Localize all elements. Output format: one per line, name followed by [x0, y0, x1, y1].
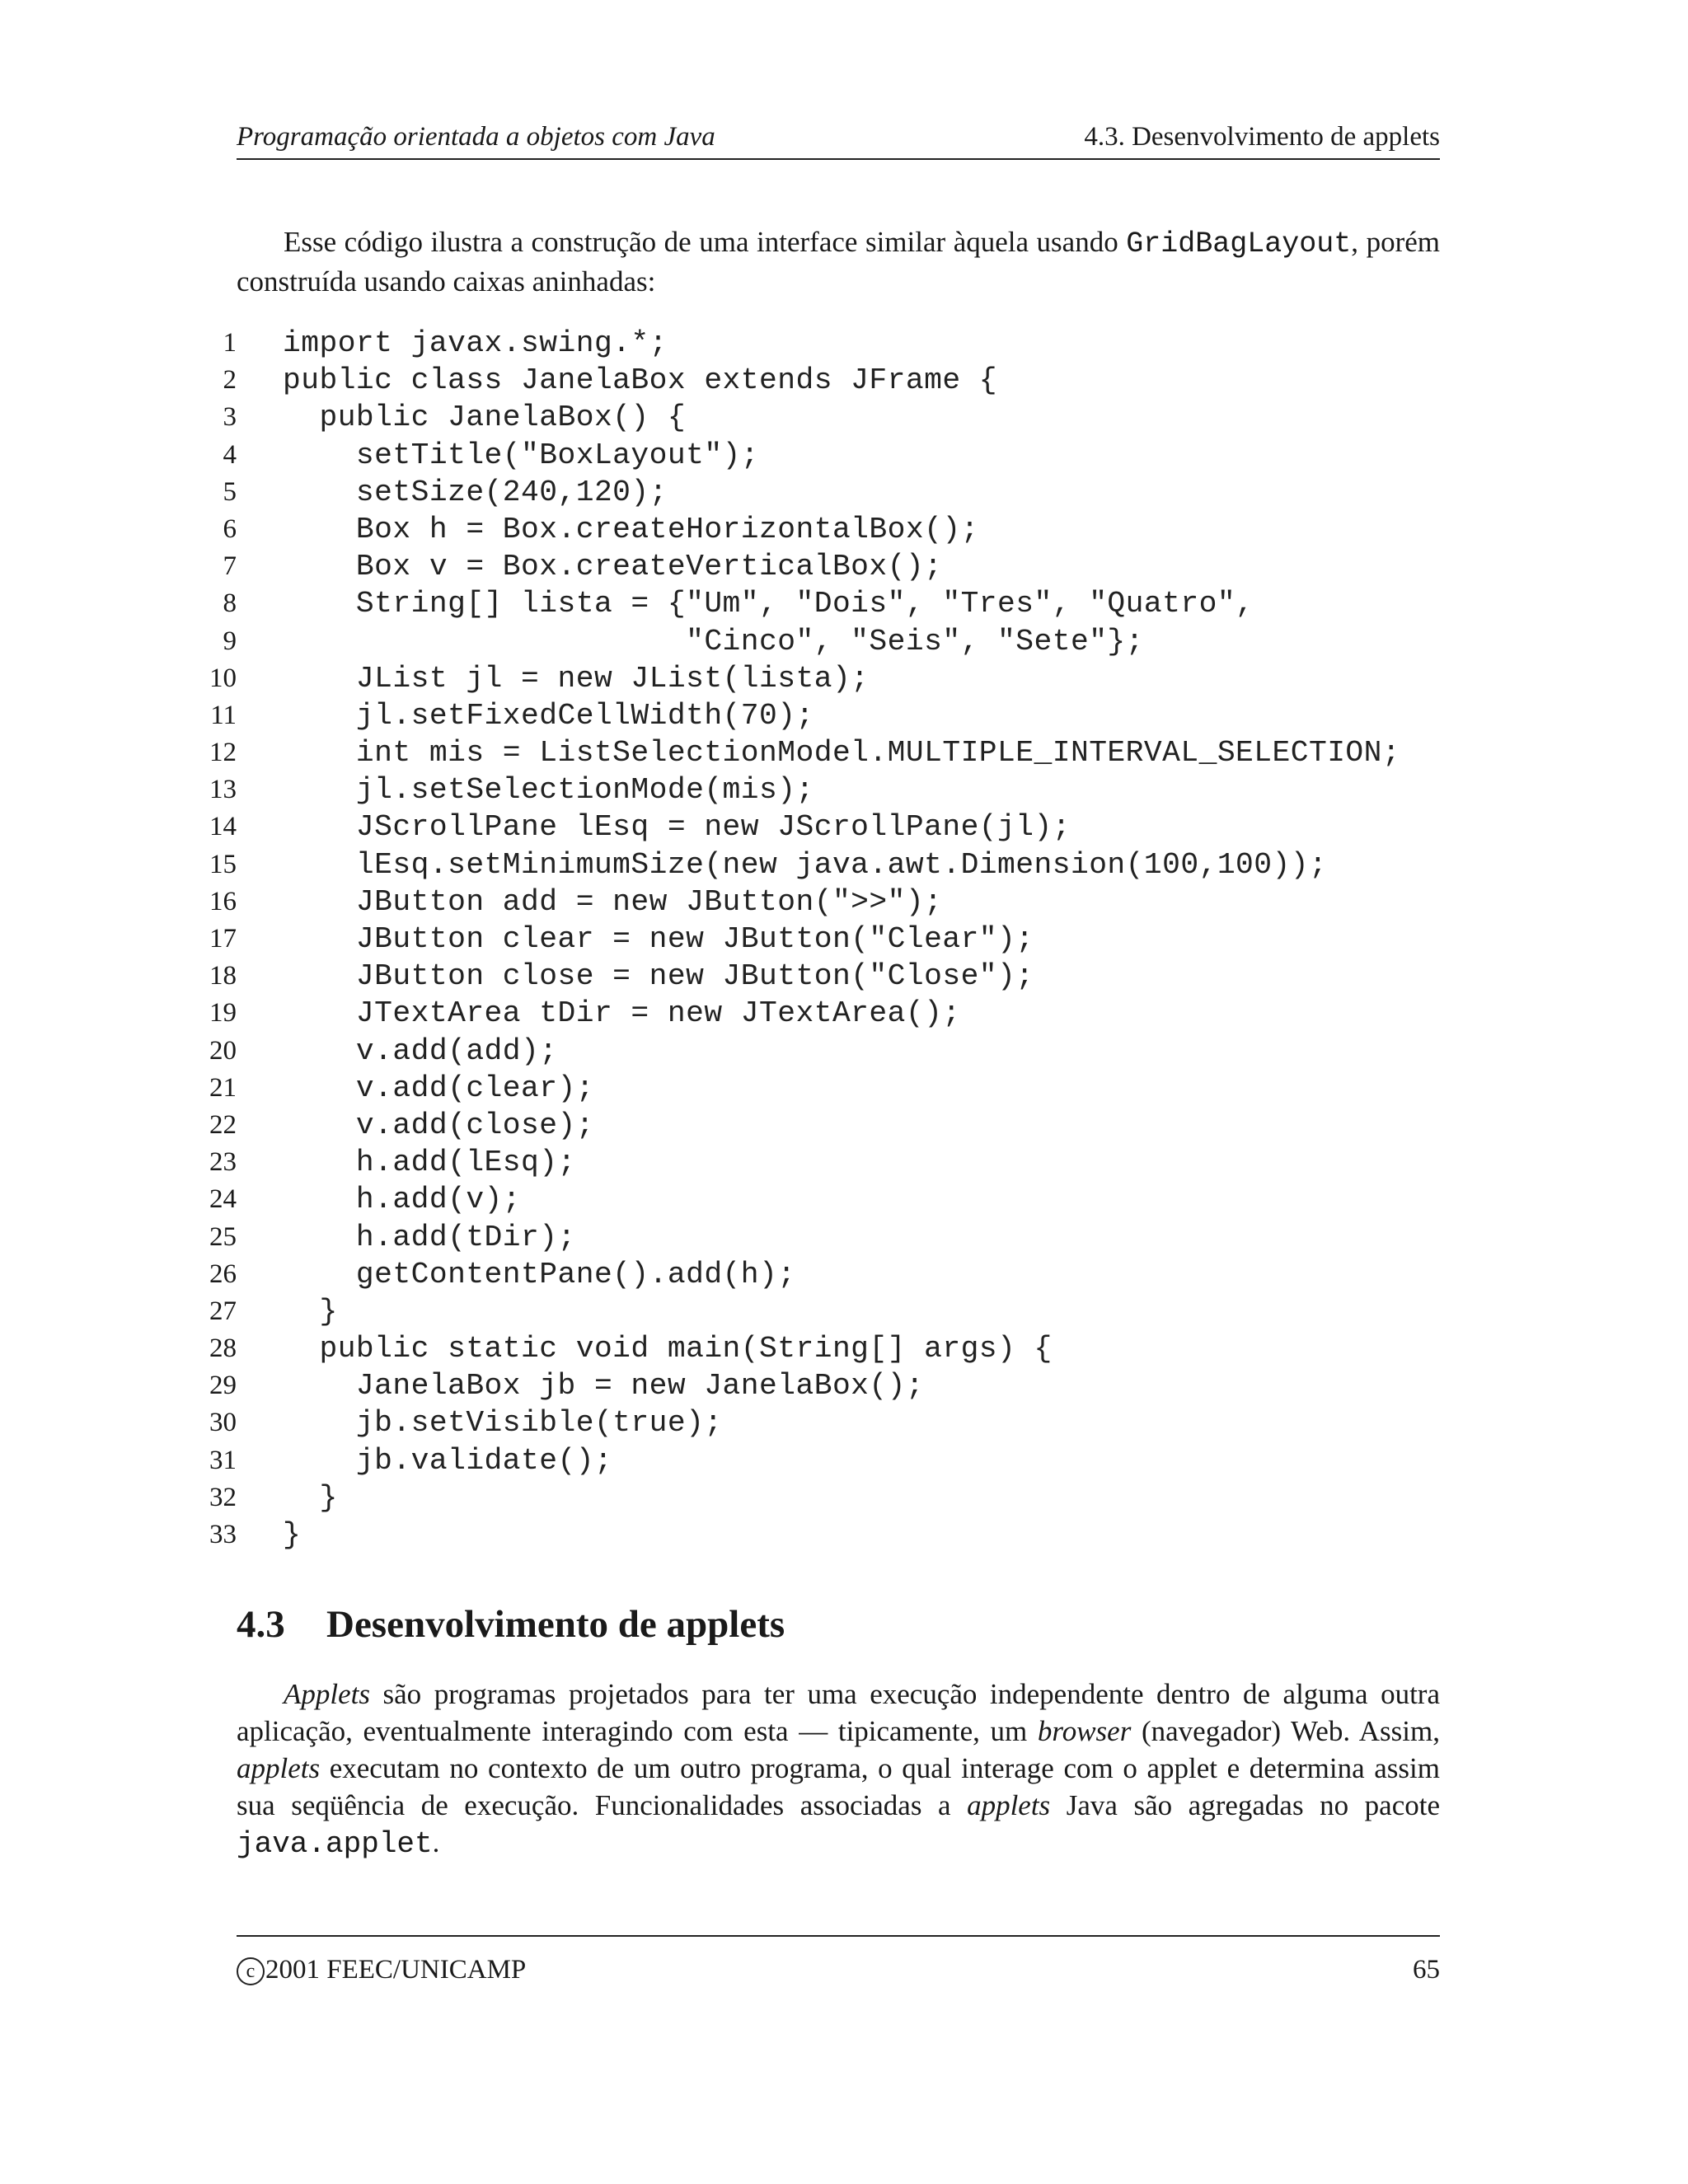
code-text: JTextArea tDir = new JTextArea(); — [283, 996, 961, 1031]
code-text: lEsq.setMinimumSize(new java.awt.Dimension(100,100)); — [283, 847, 1328, 882]
code-text: jb.setVisible(true); — [283, 1406, 723, 1441]
code-line — [202, 1256, 1471, 1293]
code-text: public class JanelaBox extends JFrame { — [283, 363, 998, 398]
line-number: 6 — [223, 513, 237, 544]
term-applets: applets — [237, 1752, 321, 1784]
code-text: } — [283, 1294, 338, 1329]
line-number: 27 — [209, 1296, 237, 1326]
line-number: 25 — [209, 1221, 237, 1252]
code-line — [202, 511, 1471, 548]
code-line — [202, 399, 1471, 436]
code-line — [202, 1479, 1471, 1516]
code-text: JButton add = new JButton(">>"); — [283, 884, 943, 919]
line-number: 7 — [223, 551, 237, 582]
code-line — [202, 1070, 1471, 1107]
line-number: 19 — [209, 998, 237, 1029]
code-text: } — [283, 1518, 302, 1552]
line-number: 2 — [223, 365, 237, 396]
code-text: setTitle("BoxLayout"); — [283, 438, 760, 472]
line-number: 29 — [209, 1371, 237, 1401]
page-number: 65 — [1413, 1955, 1440, 1985]
code-line — [202, 623, 1471, 660]
code-line — [202, 883, 1471, 921]
section-number: 4.3 — [237, 1603, 285, 1646]
code-text: JButton clear = new JButton("Clear"); — [283, 922, 1034, 956]
line-number: 9 — [223, 626, 237, 656]
code-text: v.add(add); — [283, 1033, 558, 1068]
line-number: 3 — [223, 402, 237, 433]
term-applets: Applets — [284, 1678, 370, 1710]
code-line — [202, 437, 1471, 474]
copyright-icon: c — [237, 1957, 265, 1985]
code-text: JScrollPane lEsq = new JScrollPane(jl); — [283, 810, 1071, 845]
code-line — [202, 1442, 1471, 1479]
code-text: getContentPane().add(h); — [283, 1257, 796, 1291]
footer-copyright — [237, 1955, 526, 1985]
code-line — [202, 995, 1471, 1032]
code-line — [202, 1144, 1471, 1181]
code-line — [202, 921, 1471, 958]
term-applets: applets — [967, 1789, 1051, 1821]
code-text: JanelaBox jb = new JanelaBox(); — [283, 1369, 925, 1404]
code-package: java.applet — [237, 1827, 433, 1861]
line-number: 31 — [209, 1445, 237, 1475]
code-line — [202, 1516, 1471, 1554]
line-number: 10 — [209, 663, 237, 693]
intro-code-term: GridBagLayout — [1126, 227, 1352, 260]
code-line — [202, 1330, 1471, 1367]
code-text: public static void main(String[] args) { — [283, 1332, 1053, 1366]
line-number: 16 — [209, 886, 237, 916]
code-line — [202, 1404, 1471, 1441]
line-number: 14 — [209, 812, 237, 842]
code-text: jb.validate(); — [283, 1443, 613, 1478]
code-text: } — [283, 1480, 338, 1515]
code-text: "Cinco", "Seis", "Sete"}; — [283, 624, 1144, 658]
line-number: 11 — [210, 700, 237, 730]
section-heading — [237, 1602, 785, 1647]
line-number: 1 — [223, 328, 237, 358]
page-footer — [237, 1935, 1440, 1985]
code-text: h.add(tDir); — [283, 1220, 576, 1254]
code-text: JButton close = new JButton("Close"); — [283, 959, 1034, 994]
body-text: (navegador) Web. Assim, — [1131, 1715, 1440, 1747]
body-text: executam no contexto de um outro programa, o qual interage com o applet e determina assim sua seqüência de execução. Funcionalidades associadas a — [237, 1752, 1440, 1821]
code-line — [202, 1219, 1471, 1256]
code-line — [202, 734, 1471, 771]
line-number: 20 — [209, 1035, 237, 1066]
code-text: int mis = ListSelectionModel.MULTIPLE_INTERVAL_SELECTION; — [283, 736, 1401, 771]
code-text: h.add(lEsq); — [283, 1146, 576, 1180]
code-line — [202, 958, 1471, 995]
code-line — [202, 548, 1471, 585]
footer-copyright-text: 2001 FEEC/UNICAMP — [265, 1955, 527, 1985]
code-line — [202, 1033, 1471, 1070]
code-text: Box h = Box.createHorizontalBox(); — [283, 512, 979, 546]
body-text: . — [432, 1826, 440, 1858]
code-text: Box v = Box.createVerticalBox(); — [283, 550, 943, 584]
intro-paragraph — [237, 223, 1440, 300]
line-number: 33 — [209, 1520, 237, 1549]
code-text: jl.setFixedCellWidth(70); — [283, 698, 814, 733]
code-line — [202, 1107, 1471, 1144]
code-line — [202, 697, 1471, 734]
code-text: String[] lista = {"Um", "Dois", "Tres", "Quatro", — [283, 587, 1254, 621]
line-number: 8 — [223, 588, 237, 619]
code-text: public JanelaBox() { — [283, 401, 687, 435]
intro-text-after: , porém construída usando caixas aninhadas: — [237, 226, 1440, 298]
code-text: setSize(240,120); — [283, 475, 668, 509]
term-browser: browser — [1037, 1715, 1132, 1747]
code-line — [202, 846, 1471, 883]
header-book-title: Programação orientada a objetos com Java — [237, 122, 715, 152]
running-header — [237, 122, 1440, 160]
line-number: 28 — [209, 1333, 237, 1364]
line-number: 30 — [209, 1408, 237, 1438]
header-section-title: 4.3. Desenvolvimento de applets — [1084, 122, 1440, 152]
line-number: 15 — [209, 849, 237, 879]
code-listing — [202, 325, 1471, 1554]
body-text: Java são agregadas no pacote — [1050, 1789, 1440, 1821]
code-line — [202, 585, 1471, 622]
line-number: 12 — [209, 738, 237, 768]
intro-text-before: Esse código ilustra a construção de uma interface similar àquela usando — [284, 226, 1127, 258]
body-text: são programas projetados para ter uma execução independente dentro de alguma outra aplicação, eventualmente interagindo com esta — tipicamente, um — [237, 1678, 1440, 1747]
line-number: 13 — [209, 775, 237, 805]
code-text: v.add(close); — [283, 1108, 594, 1142]
line-number: 26 — [209, 1258, 237, 1289]
code-text: h.add(v); — [283, 1183, 522, 1217]
line-number: 18 — [209, 961, 237, 991]
code-text: jl.setSelectionMode(mis); — [283, 773, 814, 808]
code-line — [202, 1181, 1471, 1218]
code-line — [202, 660, 1471, 697]
code-line — [202, 1293, 1471, 1330]
code-line — [202, 362, 1471, 399]
line-number: 21 — [209, 1072, 237, 1103]
body-paragraph — [237, 1675, 1440, 1863]
code-line — [202, 474, 1471, 511]
line-number: 23 — [209, 1147, 237, 1178]
code-text: v.add(clear); — [283, 1071, 594, 1105]
section-title: Desenvolvimento de applets — [326, 1603, 785, 1646]
line-number: 22 — [209, 1109, 237, 1140]
line-number: 17 — [209, 924, 237, 954]
code-text: import javax.swing.*; — [283, 326, 668, 360]
line-number: 4 — [223, 439, 237, 470]
code-line — [202, 771, 1471, 808]
code-line — [202, 808, 1471, 846]
code-line — [202, 325, 1471, 362]
line-number: 24 — [209, 1184, 237, 1215]
code-text: JList jl = new JList(lista); — [283, 661, 870, 696]
line-number: 5 — [223, 476, 237, 507]
line-number: 32 — [209, 1482, 237, 1512]
code-line — [202, 1367, 1471, 1404]
